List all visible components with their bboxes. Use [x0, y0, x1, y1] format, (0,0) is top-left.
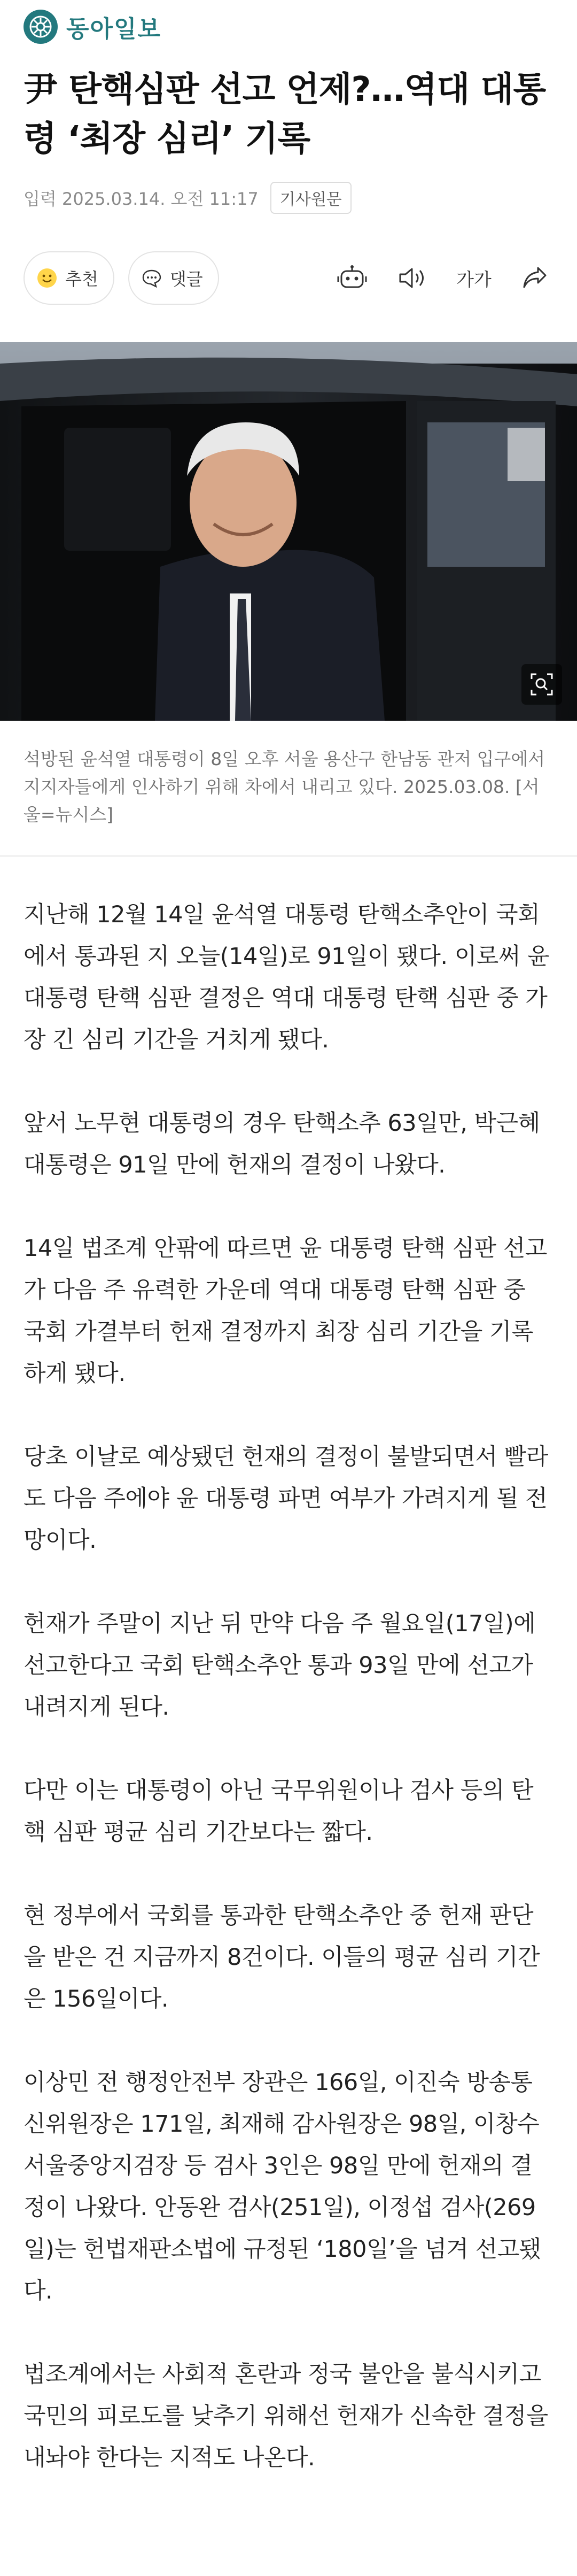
article-meta: [0, 182, 577, 214]
article-title: 尹 탄핵심판 선고 언제?…역대 대통령 ‘최장 심리’ 기록: [24, 70, 546, 159]
site-header: [0, 0, 577, 53]
article-paragraph: 다만 이는 대통령이 아닌 국무위원이나 검사 등의 탄핵 심판 평균 심리 기간보다는 짧다.: [24, 1777, 533, 1846]
publish-date: 입력 2025.03.14. 오전 11:17: [24, 189, 259, 209]
share-icon[interactable]: [516, 259, 553, 297]
news-photo-illustration: [0, 342, 577, 721]
recommend-label: 추천: [65, 269, 98, 289]
photo-caption: 석방된 윤석열 대통령이 8일 오후 서울 용산구 한남동 관저 입구에서 지지자들에게 인사하기 위해 차에서 내리고 있다. 2025.03.08. [서울=뉴시스]: [24, 749, 545, 825]
donga-logo-icon[interactable]: [24, 10, 58, 44]
original-article-button[interactable]: 기사원문: [270, 182, 352, 214]
article-paragraph: 앞서 노무현 대통령의 경우 탄핵소추 63일만, 박근혜 대통령은 91일 만에 헌재의 결정이 나왔다.: [24, 1110, 540, 1178]
article-paragraph: 14일 법조계 안팎에 따르면 윤 대통령 탄핵 심판 선고가 다음 주 유력한 가운데 역대 대통령 탄핵 심판 중 국회 가결부터 헌재 결정까지 최장 심리 기간을 기록하게 됐다.: [24, 1235, 547, 1387]
article-paragraph: 법조계에서는 사회적 혼란과 정국 불안을 불식시키고 국민의 피로도를 낮추기 위해선 헌재가 신속한 결정을 내놔야 한다는 지적도 나온다.: [24, 2361, 548, 2471]
recommend-button[interactable]: [24, 251, 114, 305]
magnify-icon: [530, 673, 553, 696]
article-paragraph: 헌재가 주말이 지난 뒤 만약 다음 주 월요일(17일)에 선고한다고 국회 탄핵소추안 통과 93일 만에 선고가 내려지게 된다.: [24, 1610, 536, 1721]
article-paragraph: 지난해 12월 14일 윤석열 대통령 탄핵소추안이 국회에서 통과된 지 오늘(14일)로 91일이 됐다. 이로써 윤 대통령 탄핵 심판 결정은 역대 대통령 탄핵 심판 중 가장 긴 심리 기간을 거치게 됐다.: [24, 901, 550, 1053]
tool-icons: [310, 259, 553, 297]
article-paragraph: 당초 이날로 예상됐던 헌재의 결정이 불발되면서 빨라도 다음 주에야 윤 대통령 파면 여부가 가려지게 될 전망이다.: [24, 1444, 548, 1554]
robot-summary-icon[interactable]: [333, 259, 371, 297]
article-body: [0, 857, 577, 2479]
comment-icon: [141, 267, 162, 289]
article-paragraph: 현 정부에서 국회를 통과한 탄핵소추안 중 헌재 판단을 받은 건 지금까지 8건이다. 이들의 평균 심리 기간은 156일이다.: [24, 1902, 540, 2012]
article-paragraph: 이상민 전 행정안전부 장관은 166일, 이진숙 방송통신위원장은 171일, 최재해 감사원장은 98일, 이창수 서울중앙지검장 등 검사 3인은 98일 만에 헌재의 결정이 나왔다. 안동완 검사(251일), 이정섭 검사(269일)는 헌법재판소법에 규정된 ‘180일’을 넘겨 선고됐다.: [24, 2069, 541, 2304]
article-photo[interactable]: [0, 342, 577, 721]
zoom-photo-button[interactable]: [521, 664, 562, 705]
article-toolbar: [0, 246, 577, 310]
comment-button[interactable]: [128, 251, 219, 305]
font-size-icon[interactable]: [455, 259, 493, 297]
audio-icon[interactable]: [394, 259, 432, 297]
comment-label: 댓글: [169, 269, 203, 289]
brand-name[interactable]: 동아일보: [66, 16, 162, 43]
smile-icon: [36, 267, 58, 289]
font-size-label: 가가: [456, 269, 492, 291]
